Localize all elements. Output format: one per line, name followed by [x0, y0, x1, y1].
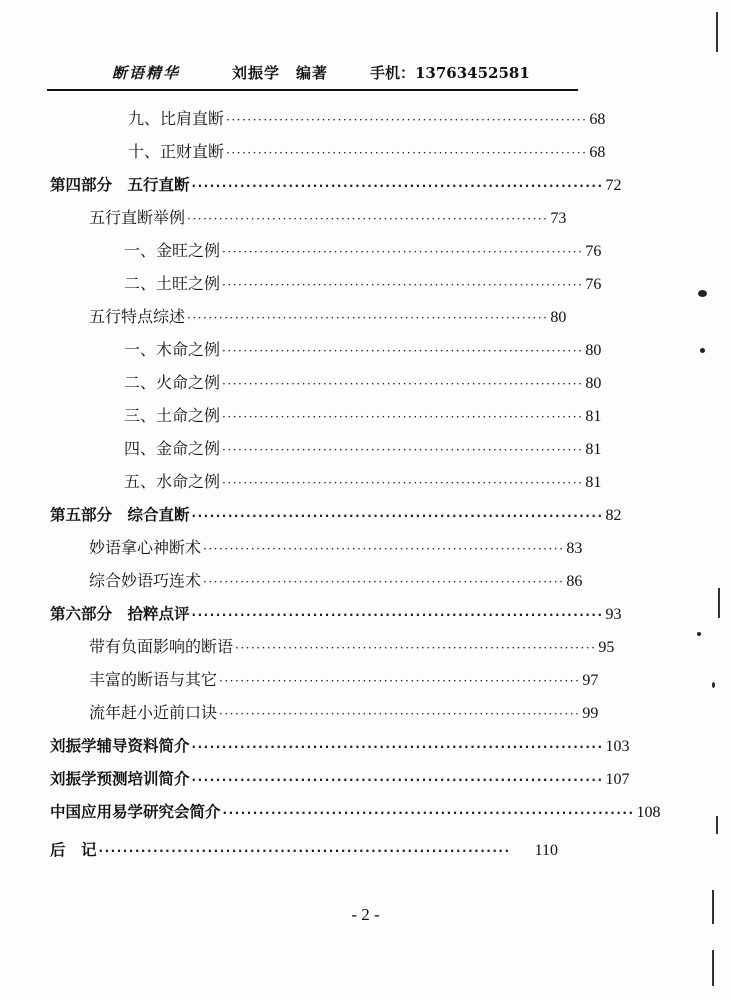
toc-entry: [89, 305, 567, 329]
toc-entry-page: 68: [589, 111, 606, 128]
leader-dots: ····································································: [187, 311, 549, 325]
toc-entry-page: 82: [605, 507, 622, 524]
leader-dots: ····································································: [203, 542, 565, 556]
toc-entry-label: 九、比肩直断: [128, 109, 225, 128]
toc-entry-label: 一、木命之例: [124, 340, 221, 359]
toc-entry-page: 103: [605, 738, 630, 755]
toc-entry: [89, 206, 567, 230]
leader-dots: ····································································: [219, 707, 581, 721]
toc-section-heading: [50, 838, 558, 862]
toc-entry-label: 二、土旺之例: [124, 274, 221, 293]
leader-dots: ····································································: [222, 443, 584, 457]
toc-entry-page: 86: [566, 573, 583, 590]
toc-entry-label: 丰富的断语与其它: [89, 670, 218, 689]
toc-entry-page: 99: [582, 705, 599, 722]
book-title: 断语精华: [112, 64, 181, 82]
leader-dots: ····································································: [222, 410, 584, 424]
toc-entry-page: 72: [605, 177, 622, 194]
toc-entry-label: 第四部分 五行直断: [50, 176, 190, 194]
toc-part-heading: [50, 602, 622, 626]
toc-entry: [124, 239, 602, 263]
scan-speck: [700, 348, 705, 353]
toc-entry-label: 带有负面影响的断语: [89, 637, 234, 656]
toc-entry-page: 80: [550, 309, 567, 326]
toc-entry: [89, 668, 599, 692]
scan-edge-mark: [716, 816, 718, 834]
toc-entry-page: 107: [605, 771, 630, 788]
toc-entry-label: 后 记: [50, 841, 97, 859]
author-credit: 刘振学 编著: [232, 64, 329, 82]
toc-entry-page: 68: [589, 144, 606, 161]
toc-entry-label: 刘振学辅导资料简介: [50, 737, 190, 755]
scan-speck: [697, 632, 701, 636]
leader-dots: ····································································: [191, 773, 604, 787]
toc-entry-label: 第五部分 综合直断: [50, 506, 190, 524]
toc-entry-label: 二、火命之例: [124, 373, 221, 392]
toc-entry-page: 76: [585, 276, 602, 293]
toc-entry-label: 十、正财直断: [128, 142, 225, 161]
toc-entry: [89, 536, 583, 560]
leader-dots: ····································································: [235, 641, 597, 655]
scan-edge-mark: [718, 588, 720, 618]
leader-dots: ····································································: [219, 674, 581, 688]
running-header: [0, 62, 731, 88]
toc-entry: [128, 140, 606, 164]
toc-entry-page: 93: [605, 606, 622, 623]
toc-entry-page: 80: [585, 375, 602, 392]
toc-entry-page: 83: [566, 540, 583, 557]
toc-section-heading: [50, 734, 630, 758]
toc-entry-label: 五、水命之例: [124, 472, 221, 491]
toc-part-heading: [50, 503, 622, 527]
toc-entry-page: 81: [585, 474, 602, 491]
leader-dots: ····································································: [191, 608, 604, 622]
leader-dots: ····································································: [187, 212, 549, 226]
toc-entry: [124, 404, 602, 428]
scan-speck: [712, 682, 715, 688]
leader-dots: ····································································: [226, 113, 588, 127]
leader-dots: ····································································: [98, 844, 511, 858]
toc-section-heading: [50, 800, 661, 824]
leader-dots: ····································································: [222, 806, 635, 820]
toc-entry-page: 97: [582, 672, 599, 689]
toc-entry: [89, 701, 599, 725]
toc-entry: [124, 470, 602, 494]
phone-number: 手机：13763452581: [370, 64, 530, 82]
toc-part-heading: [50, 173, 622, 197]
scan-edge-mark: [712, 890, 714, 924]
header-rule: [47, 89, 578, 91]
leader-dots: ····································································: [191, 179, 604, 193]
scan-edge-mark: [712, 950, 714, 986]
scan-speck: [698, 290, 707, 297]
leader-dots: ····································································: [222, 245, 584, 259]
toc-entry: [128, 107, 606, 131]
toc-section-heading: [50, 767, 630, 791]
leader-dots: ····································································: [191, 740, 604, 754]
toc-entry-label: 三、土命之例: [124, 406, 221, 425]
toc-entry-page: 81: [585, 408, 602, 425]
toc-entry-label: 中国应用易学研究会简介: [50, 803, 221, 821]
toc-entry: [124, 338, 602, 362]
leader-dots: ····································································: [222, 344, 584, 358]
toc-entry: [89, 635, 615, 659]
toc-entry-label: 五行特点综述: [89, 307, 186, 326]
toc-entry-label: 综合妙语巧连术: [89, 571, 202, 590]
toc-entry-label: 五行直断举例: [89, 208, 186, 227]
leader-dots: ····································································: [222, 377, 584, 391]
toc-entry-page: 80: [585, 342, 602, 359]
toc-entry-label: 妙语拿心神断术: [89, 538, 202, 557]
toc-entry-page: 73: [550, 210, 567, 227]
toc-entry-page: 95: [598, 639, 615, 656]
toc-entry-page: 108: [636, 804, 661, 821]
toc-entry: [124, 437, 602, 461]
toc-entry-label: 四、金命之例: [124, 439, 221, 458]
toc-entry-label: 第六部分 拾粹点评: [50, 605, 190, 623]
toc-entry: [89, 569, 583, 593]
toc-entry: [124, 371, 602, 395]
leader-dots: ····································································: [203, 575, 565, 589]
toc-entry: [124, 272, 602, 296]
leader-dots: ····································································: [191, 509, 604, 523]
toc-entry-page: 76: [585, 243, 602, 260]
toc-entry-label: 刘振学预测培训简介: [50, 770, 190, 788]
scan-edge-mark: [716, 12, 718, 52]
toc-entry-label: 流年赶小近前口诀: [89, 703, 218, 722]
toc-entry-page: 81: [585, 441, 602, 458]
leader-dots: ····································································: [226, 146, 588, 160]
leader-dots: ····································································: [222, 278, 584, 292]
page-number: - 2 -: [351, 905, 380, 924]
leader-dots: ····································································: [222, 476, 584, 490]
toc-entry-page: 110: [534, 842, 558, 859]
toc-entry-label: 一、金旺之例: [124, 241, 221, 260]
